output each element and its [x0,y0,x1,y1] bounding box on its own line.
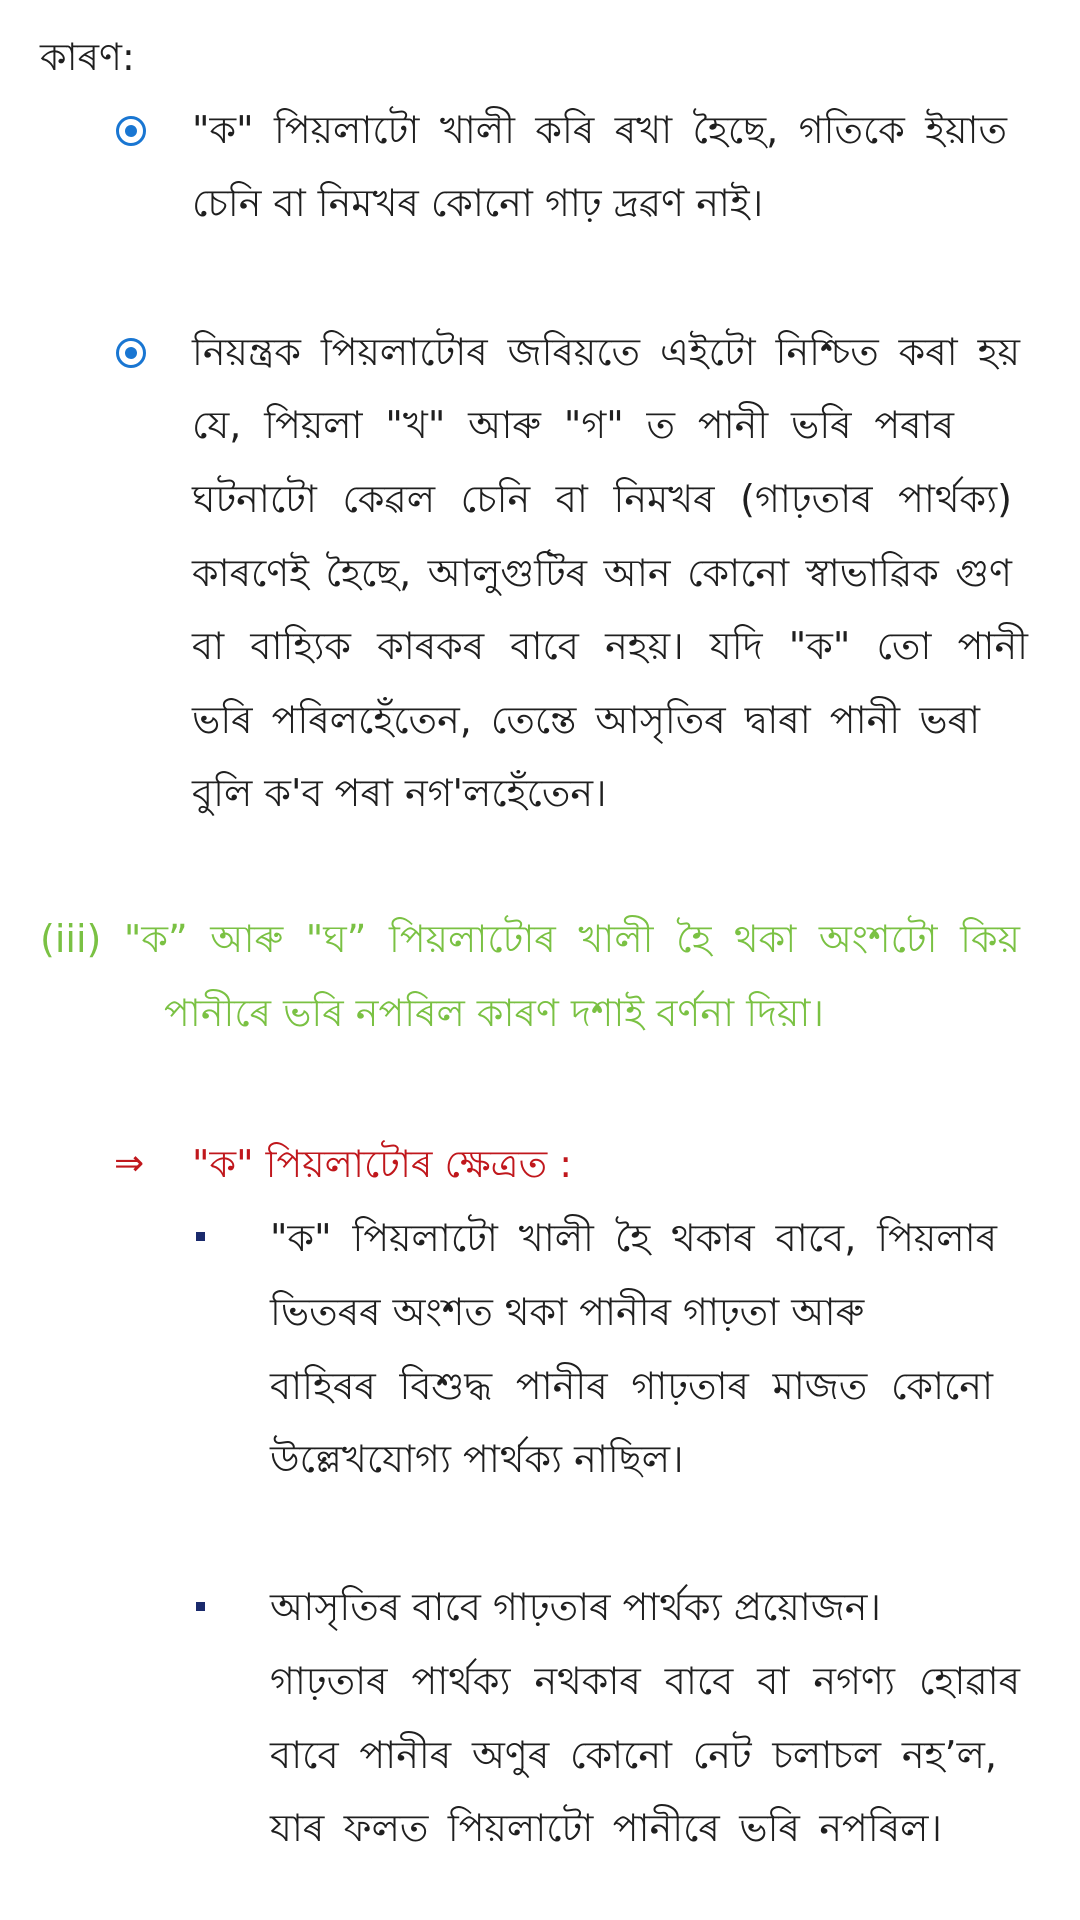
radio-target-icon [116,116,146,146]
answer-subheading: "ক" পিয়লাটোৰ ক্ষেত্ৰত : [192,1142,572,1186]
question-line: পানীৰে ভৰি নপৰিল কাৰণ দশাই বৰ্ণনা দিয়া। [164,991,825,1035]
implies-arrow-icon: ⇒ [114,1143,145,1184]
answer-line: যাৰ ফলত পিয়লাটো পানীৰে ভৰি নপৰিল। [270,1806,942,1850]
answer-line: ভিতৰৰ অংশত থকা পানীৰ গাঢ়তা আৰু [270,1290,865,1334]
reason-line: নিয়ন্ত্ৰক পিয়লাটোৰ জৰিয়তে এইটো নিশ্চিত কৰা হয় [192,330,1020,374]
reason-line: চেনি বা নিমখৰ কোনো গাঢ় দ্ৰৱণ নাই। [192,181,764,225]
radio-target-icon [116,338,146,368]
square-bullet-icon [196,1232,205,1241]
reason-line: কাৰণেই হৈছে, আলুগুটিৰ আন কোনো স্বাভাৱিক গুণ [192,551,1012,595]
section-heading: কাৰণ: [40,35,135,79]
answer-line: বাবে পানীৰ অণুৰ কোনো নেট চলাচল নহ’ল, [270,1733,997,1777]
answer-line: "ক" পিয়লাটো খালী হৈ থকাৰ বাবে, পিয়লাৰ [270,1216,997,1260]
square-bullet-icon [196,1602,205,1611]
reason-line: বা বাহ্যিক কাৰকৰ বাবে নহয়। যদি "ক" তো পানী [192,624,1028,668]
reason-line: "ক" পিয়লাটো খালী কৰি ৰখা হৈছে, গতিকে ইয়াত [192,108,1007,152]
reason-line: বুলি ক'ব পৰা নগ'লহেঁতেন। [192,771,607,815]
answer-line: উল্লেখযোগ্য পাৰ্থক্য নাছিল। [270,1437,684,1481]
answer-line: বাহিৰৰ বিশুদ্ধ পানীৰ গাঢ়তাৰ মাজত কোনো [270,1364,993,1408]
answer-line: গাঢ়তাৰ পাৰ্থক্য নথকাৰ বাবে বা নগণ্য হোৱাৰ [270,1659,1020,1703]
reason-line: ভৰি পৰিলহেঁতেন, তেন্তে আসৃতিৰ দ্বাৰা পানী ভৰা [192,698,980,742]
reason-line: যে, পিয়লা "খ" আৰু "গ" ত পানী ভৰি পৰাৰ [192,403,954,447]
reason-line: ঘটনাটো কেৱল চেনি বা নিমখৰ (গাঢ়তাৰ পাৰ্থক্য) [192,477,1012,521]
question-line: (iii) "ক” আৰু "ঘ” পিয়লাটোৰ খালী হৈ থকা অংশটো কিয় [40,917,1020,961]
answer-line: আসৃতিৰ বাবে গাঢ়তাৰ পাৰ্থক্য প্ৰয়োজন। [270,1585,882,1629]
